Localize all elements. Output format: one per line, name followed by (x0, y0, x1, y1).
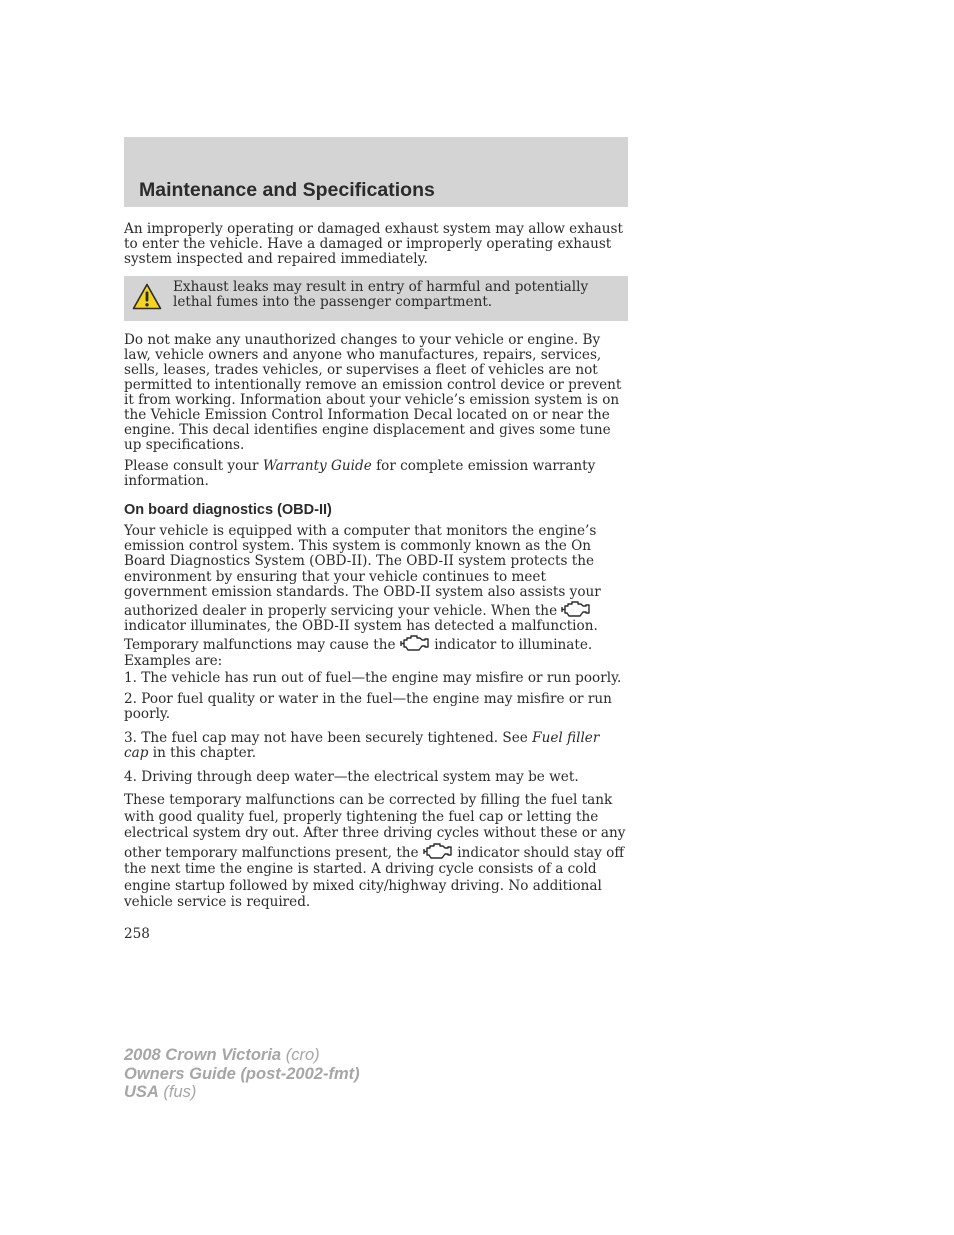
warning-box (124, 276, 628, 321)
footer-line-2: Owners Guide (post-2002-fmt) (124, 1064, 360, 1083)
section-header (124, 137, 628, 207)
obd-paragraph-2 (124, 792, 628, 911)
warning-text: Exhaust leaks may result in entry of harmful and potentially lethal fumes into the passenger compartment. (173, 279, 589, 310)
check-engine-icon (400, 634, 430, 652)
intro-paragraph: An improperly operating or damaged exhaust system may allow exhaust to enter the vehicle. Have a damaged or improperly operating exhaust system inspected and repaired immediately. (124, 221, 623, 267)
footer-market-code: (fus) (158, 1083, 197, 1101)
item3-text-post: in this chapter. (148, 745, 257, 761)
footer-line-1 (124, 1046, 360, 1065)
unauthorized-changes-paragraph: Do not make any unauthorized changes to your vehicle or engine. By law, vehicle owners and anyone who manufactures, repairs, services, sells, leases, trades vehicles, or supervises a fleet of vehicles are not permitted to intentionally remove an emission control device or prevent it from working. Information about your vehicle’s emission system is on the Vehicle Emission Control Information Decal located on or near the engine. This decal identifies engine displacement and gives some tune up specifications. (124, 332, 622, 453)
footer-model-code: (cro) (281, 1046, 320, 1064)
check-engine-icon (561, 600, 591, 618)
warning-triangle-icon (132, 283, 162, 310)
obd-paragraph-1 (124, 524, 628, 669)
obd-text-b: indicator illuminates, the OBD-II system has detected a malfunction. Temporary malfunctions may cause the (124, 618, 598, 654)
obd-text-p2a: These temporary malfunctions can be corrected by filling the fuel tank with good quality fuel, properly tightening the fuel cap or letting the electrical system dry out. After three driving cycles without these or any other temporary malfunctions present, the (124, 792, 626, 861)
example-item-3 (124, 731, 628, 761)
footer-model: 2008 Crown Victoria (124, 1046, 282, 1064)
example-item-1: 1. The vehicle has run out of fuel—the engine may misfire or run poorly. (124, 670, 622, 686)
warranty-text-post: for complete emission warranty information. (124, 458, 596, 489)
footer-market: USA (124, 1083, 159, 1101)
fuel-filler-cap-reference: Fuel filler cap (124, 730, 600, 761)
item3-text-pre: 3. The fuel cap may not have been securely tightened. See (124, 730, 533, 746)
example-item-2: 2. Poor fuel quality or water in the fuel—the engine may misfire or run poorly. (124, 691, 612, 722)
obd-text-c: indicator to illuminate. Examples are: (124, 637, 593, 669)
document-footer (124, 1046, 360, 1102)
obd-text-a: Your vehicle is equipped with a computer that monitors the engine’s emission control system. This system is commonly known as the On Board Diagnostics System (OBD-II). The OBD-II system protects the environment by ensuring that your vehicle continues to meet government emission standards. The OBD-II system also assists your authorized dealer in properly servicing your vehicle. When the (124, 523, 601, 620)
page-number: 258 (124, 926, 150, 942)
section-title: Maintenance and Specifications (139, 179, 435, 201)
check-engine-icon (423, 842, 453, 860)
footer-line-3 (124, 1083, 360, 1102)
warranty-paragraph (124, 459, 628, 489)
warranty-text-pre: Please consult your (124, 458, 263, 474)
obd-heading: On board diagnostics (OBD-II) (124, 502, 332, 518)
obd-text-p2b: indicator should stay off the next time the engine is started. A driving cycle consists of a cold engine startup followed by mixed city/highway driving. No additional vehicle service is required. (124, 844, 624, 910)
example-item-4: 4. Driving through deep water—the electrical system may be wet. (124, 769, 579, 785)
warranty-guide-title: Warranty Guide (262, 458, 372, 474)
